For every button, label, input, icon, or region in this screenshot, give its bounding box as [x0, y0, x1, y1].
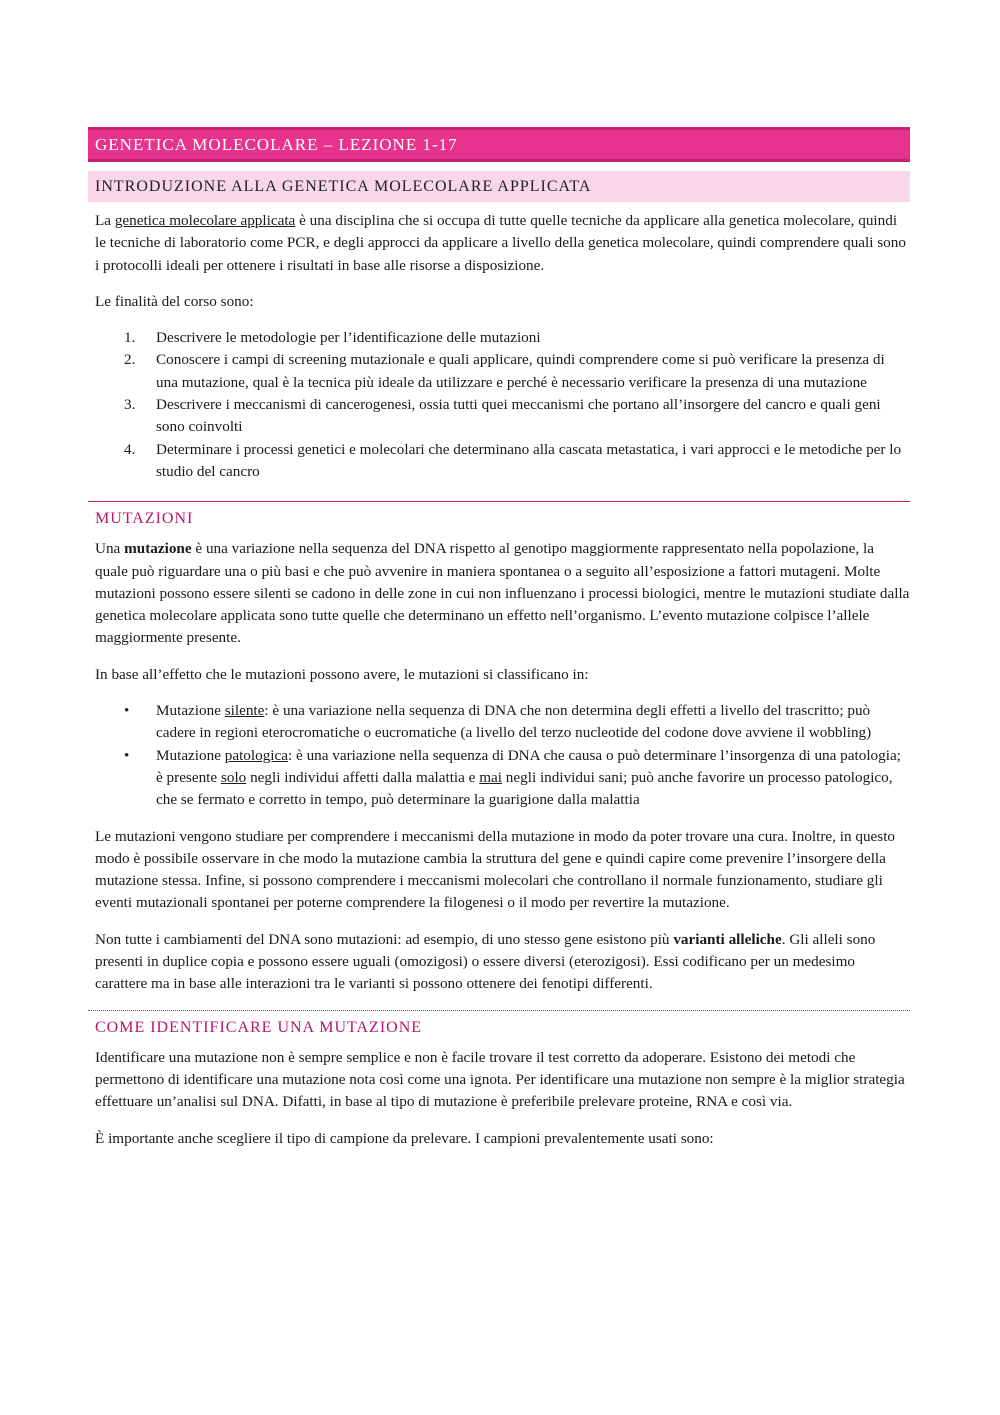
- section-title-bar: [88, 171, 910, 202]
- text-run: Mutazione: [156, 746, 225, 764]
- list-number: 3.: [124, 396, 136, 414]
- text-run: : è una variazione nella sequenza di DNA che non determina degli effetti a livello del trascritto; può cadere in regioni eterocromatiche o eucromatiche (a livello del terzo nucleotide del codone dove avviene il wobbling): [156, 702, 872, 742]
- underlined-term: mai: [479, 768, 502, 786]
- list-item-text: Conoscere i campi di screening mutazionale e quali applicare, quindi comprendere come si può verificare la presenza di una mutazione, qual è la tecnica più ideale da utilizzare e perché è necessario verificare la presenza di una mutazione: [156, 351, 885, 391]
- list-item: [88, 349, 910, 394]
- text-run: negli individui sani; può anche favorire un processo patologico, che se fermato e corretto in tempo, può determinare la guarigione dalla malattia: [156, 768, 893, 809]
- underlined-term: solo: [220, 768, 247, 786]
- sample-type-paragraph: È importante anche scegliere il tipo di campione da prelevare. I campioni prevalentemente usati sono:: [95, 1129, 714, 1147]
- text-run: Una: [95, 540, 125, 558]
- list-item: [88, 439, 910, 484]
- classification-intro: In base all’effetto che le mutazioni possono avere, le mutazioni si classificano in:: [95, 665, 589, 683]
- list-item-text: Descrivere i meccanismi di cancerogenesi, ossia tutti quei meccanismi che portano all’insorgere del cancro e quali geni sono coinvolti: [156, 396, 881, 436]
- list-item: [88, 327, 910, 349]
- list-number: 2.: [124, 351, 136, 369]
- section-title: INTRODUZIONE ALLA GENETICA MOLECOLARE APPLICATA: [95, 177, 592, 195]
- bullet-icon: •: [124, 746, 130, 764]
- text-run: Non tutte i cambiamenti del DNA sono mutazioni: ad esempio, di uno stesso gene esistono più: [95, 930, 674, 948]
- list-number: 1.: [124, 329, 136, 347]
- text-run: : è una variazione nella sequenza di DNA che causa o può determinare l’insorgenza di una patologia; è presente: [156, 746, 901, 786]
- document-title: GENETICA MOLECOLARE – LEZIONE 1-17: [95, 134, 458, 154]
- course-goals-intro: Le finalità del corso sono:: [95, 292, 254, 310]
- bold-term: varianti alleliche: [673, 930, 782, 948]
- document-page: [88, 127, 910, 1150]
- mutation-study-paragraph: Le mutazioni vengono studiare per comprendere i meccanismi della mutazione in modo da poter trovare una cura. Inoltre, in questo modo è possibile osservare in che modo la mutazione cambia la struttura del gene e quindi capire come prevenire l’insorgere della mutazione stessa. Infine, si possono comprendere i meccanismi molecolari che controllano il normale funzionamento, studiare gli eventi mutazionali spontanei per poterne comprendere la filogenesi o il modo per revertire la mutazione.: [95, 827, 896, 912]
- course-goals-list: [88, 327, 910, 483]
- mutation-definition-paragraph: [88, 538, 910, 649]
- text-run: . Gli alleli sono presenti in duplice copia e possono essere uguali (omozigosi) o essere diversi (eterozigosi). Essi codificano per un medesimo carattere ma in base alle interazioni tra le varianti si possono ottenere dei fenotipi differenti.: [95, 930, 876, 993]
- list-item: [88, 394, 910, 439]
- text-run: Mutazione: [156, 702, 225, 720]
- bold-term: mutazione: [124, 540, 192, 558]
- list-number: 4.: [124, 440, 136, 458]
- bullet-icon: •: [124, 702, 130, 720]
- allelic-variants-paragraph: [88, 929, 910, 996]
- list-item-text: Descrivere le metodologie per l’identificazione delle mutazioni: [156, 329, 541, 347]
- identification-paragraph: Identificare una mutazione non è sempre semplice e non è facile trovare il test corretto da adoperare. Esistono dei metodi che permettono di identificare una mutazione nota così come una ignota. Per identificare una mutazione non sempre è la miglior strategia effettuare un’analisi sul DNA. Difatti, in base al tipo di mutazione è preferibile prelevare proteine, RNA e così via.: [95, 1048, 905, 1111]
- underlined-term: genetica molecolare applicata: [114, 212, 296, 229]
- underlined-term: patologica: [224, 746, 289, 764]
- section-heading-identificare: COME IDENTIFICARE UNA MUTAZIONE: [95, 1018, 423, 1036]
- list-item: [88, 700, 910, 745]
- text-run: è una disciplina che si occupa di tutte quelle tecniche da applicare alla genetica molecolare, quindi le tecniche di laboratorio come PCR, e degli approcci da applicare a livello della genetica molecolare, quindi comprendere quali sono i protocolli ideali per ottenere i risultati in base alle risorse a disposizione.: [95, 212, 906, 274]
- section-heading-mutazioni: MUTAZIONI: [95, 510, 194, 528]
- list-item-text: Determinare i processi genetici e molecolari che determinano alla cascata metastatica, i vari approcci e le metodiche per lo studio del cancro: [156, 440, 902, 480]
- intro-paragraph: [88, 210, 910, 277]
- document-title-bar: [88, 127, 910, 162]
- text-run: negli individui affetti dalla malattia e: [246, 768, 480, 786]
- underlined-term: silente: [224, 702, 265, 720]
- mutation-types-list: [88, 700, 910, 811]
- list-item: [88, 745, 910, 812]
- text-run: La: [95, 212, 115, 229]
- text-run: è una variazione nella sequenza del DNA rispetto al genotipo maggiormente rappresentato nella popolazione, la quale può riguardare una o più basi e che può avvenire in maniera spontanea o a seguito all’esposizione a fattori mutageni. Molte mutazioni possono essere silenti se cadono in delle zone in cui non influenzano i processi biologici, mentre le mutazioni studiate dalla genetica molecolare applicata sono tutte quelle che determinano un effetto nell’organismo. L’evento mutazione colpisce l’allele maggiormente presente.: [95, 540, 910, 647]
